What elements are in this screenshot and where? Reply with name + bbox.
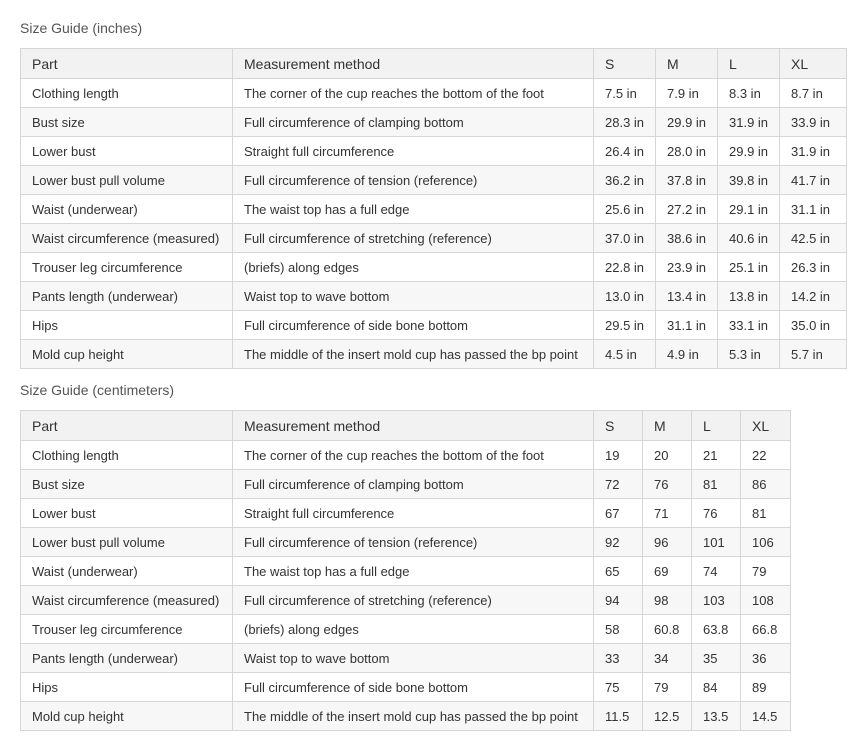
cell-size-s: 67 <box>594 499 643 528</box>
cell-part: Lower bust <box>21 499 233 528</box>
cell-size-xl: 26.3 in <box>780 253 847 282</box>
table-row <box>21 615 791 644</box>
cell-size-xl: 31.9 in <box>780 137 847 166</box>
cell-size-l: 31.9 in <box>718 108 780 137</box>
cell-part: Pants length (underwear) <box>21 644 233 673</box>
header-size-xl: XL <box>741 411 791 441</box>
cell-size-s: 37.0 in <box>594 224 656 253</box>
cell-measurement-method: (briefs) along edges <box>233 615 594 644</box>
cell-size-m: 60.8 <box>643 615 692 644</box>
table-row <box>21 137 847 166</box>
cell-part: Lower bust pull volume <box>21 166 233 195</box>
cell-measurement-method: The waist top has a full edge <box>233 195 594 224</box>
cell-size-s: 94 <box>594 586 643 615</box>
cell-part: Clothing length <box>21 441 233 470</box>
header-part: Part <box>21 49 233 79</box>
cell-size-l: 8.3 in <box>718 79 780 108</box>
cell-measurement-method: Full circumference of clamping bottom <box>233 108 594 137</box>
cell-size-s: 4.5 in <box>594 340 656 369</box>
cell-part: Waist circumference (measured) <box>21 224 233 253</box>
cell-measurement-method: Full circumference of side bone bottom <box>233 673 594 702</box>
size-table-inches <box>20 48 847 369</box>
cell-measurement-method: The corner of the cup reaches the bottom of the foot <box>233 79 594 108</box>
cell-size-m: 29.9 in <box>656 108 718 137</box>
header-size-m: M <box>656 49 718 79</box>
cell-part: Waist (underwear) <box>21 195 233 224</box>
cell-size-xl: 36 <box>741 644 791 673</box>
cell-part: Bust size <box>21 470 233 499</box>
cell-size-m: 37.8 in <box>656 166 718 195</box>
cell-size-xl: 5.7 in <box>780 340 847 369</box>
cell-size-l: 39.8 in <box>718 166 780 195</box>
cell-measurement-method: Full circumference of tension (reference) <box>233 528 594 557</box>
cell-size-xl: 35.0 in <box>780 311 847 340</box>
cell-measurement-method: Waist top to wave bottom <box>233 644 594 673</box>
table-row <box>21 441 791 470</box>
cell-part: Hips <box>21 311 233 340</box>
table-row <box>21 702 791 731</box>
cell-size-l: 63.8 <box>692 615 741 644</box>
cell-size-l: 5.3 in <box>718 340 780 369</box>
table-body <box>21 79 847 369</box>
cell-size-s: 29.5 in <box>594 311 656 340</box>
header-size-m: M <box>643 411 692 441</box>
cell-part: Lower bust <box>21 137 233 166</box>
cell-size-xl: 86 <box>741 470 791 499</box>
table-row <box>21 340 847 369</box>
cell-size-m: 20 <box>643 441 692 470</box>
cell-size-xl: 108 <box>741 586 791 615</box>
cell-measurement-method: Waist top to wave bottom <box>233 282 594 311</box>
cell-size-l: 76 <box>692 499 741 528</box>
cell-size-m: 4.9 in <box>656 340 718 369</box>
cell-size-s: 92 <box>594 528 643 557</box>
cell-measurement-method: The middle of the insert mold cup has passed the bp point <box>233 340 594 369</box>
cell-measurement-method: The middle of the insert mold cup has passed the bp point <box>233 702 594 731</box>
size-guide-inches-title: Size Guide (inches) <box>20 20 143 36</box>
cell-measurement-method: (briefs) along edges <box>233 253 594 282</box>
cell-size-m: 71 <box>643 499 692 528</box>
cell-size-s: 26.4 in <box>594 137 656 166</box>
cell-size-l: 103 <box>692 586 741 615</box>
table-body <box>21 441 791 731</box>
cell-size-l: 21 <box>692 441 741 470</box>
cell-size-s: 75 <box>594 673 643 702</box>
cell-size-m: 13.4 in <box>656 282 718 311</box>
cell-size-xl: 81 <box>741 499 791 528</box>
cell-measurement-method: Full circumference of clamping bottom <box>233 470 594 499</box>
table-row <box>21 311 847 340</box>
cell-size-l: 33.1 in <box>718 311 780 340</box>
cell-measurement-method: Full circumference of stretching (reference) <box>233 224 594 253</box>
cell-size-l: 81 <box>692 470 741 499</box>
cell-size-l: 13.8 in <box>718 282 780 311</box>
table-header <box>21 49 847 79</box>
cell-size-xl: 8.7 in <box>780 79 847 108</box>
cell-size-l: 84 <box>692 673 741 702</box>
cell-measurement-method: Full circumference of side bone bottom <box>233 311 594 340</box>
cell-size-s: 13.0 in <box>594 282 656 311</box>
cell-size-l: 101 <box>692 528 741 557</box>
table-row <box>21 195 847 224</box>
cell-size-m: 96 <box>643 528 692 557</box>
table-row <box>21 528 791 557</box>
header-measurement-method: Measurement method <box>233 49 594 79</box>
cell-measurement-method: Straight full circumference <box>233 499 594 528</box>
table-row <box>21 470 791 499</box>
header-size-xl: XL <box>780 49 847 79</box>
cell-size-xl: 14.2 in <box>780 282 847 311</box>
cell-part: Pants length (underwear) <box>21 282 233 311</box>
cell-size-l: 35 <box>692 644 741 673</box>
cell-size-xl: 89 <box>741 673 791 702</box>
cell-size-m: 28.0 in <box>656 137 718 166</box>
cell-part: Waist circumference (measured) <box>21 586 233 615</box>
table-row <box>21 644 791 673</box>
cell-part: Bust size <box>21 108 233 137</box>
table-row <box>21 557 791 586</box>
cell-size-m: 34 <box>643 644 692 673</box>
table-row <box>21 224 847 253</box>
table-row <box>21 282 847 311</box>
cell-size-s: 19 <box>594 441 643 470</box>
cell-size-m: 27.2 in <box>656 195 718 224</box>
header-size-l: L <box>718 49 780 79</box>
table-header <box>21 411 791 441</box>
cell-size-s: 7.5 in <box>594 79 656 108</box>
cell-size-xl: 33.9 in <box>780 108 847 137</box>
cell-size-s: 58 <box>594 615 643 644</box>
cell-size-l: 29.9 in <box>718 137 780 166</box>
cell-size-xl: 42.5 in <box>780 224 847 253</box>
header-part: Part <box>21 411 233 441</box>
cell-size-xl: 14.5 <box>741 702 791 731</box>
header-row <box>21 49 847 79</box>
header-size-l: L <box>692 411 741 441</box>
cell-size-s: 25.6 in <box>594 195 656 224</box>
cell-part: Mold cup height <box>21 340 233 369</box>
cell-size-m: 12.5 <box>643 702 692 731</box>
cell-part: Hips <box>21 673 233 702</box>
cell-size-xl: 41.7 in <box>780 166 847 195</box>
cell-size-m: 38.6 in <box>656 224 718 253</box>
size-guide-centimeters-title: Size Guide (centimeters) <box>20 382 175 398</box>
cell-size-xl: 31.1 in <box>780 195 847 224</box>
table-row <box>21 108 847 137</box>
cell-size-m: 23.9 in <box>656 253 718 282</box>
table-row <box>21 166 847 195</box>
cell-part: Trouser leg circumference <box>21 615 233 644</box>
cell-size-l: 29.1 in <box>718 195 780 224</box>
cell-size-s: 36.2 in <box>594 166 656 195</box>
cell-size-l: 40.6 in <box>718 224 780 253</box>
table-row <box>21 673 791 702</box>
table-row <box>21 499 791 528</box>
cell-part: Mold cup height <box>21 702 233 731</box>
cell-size-s: 11.5 <box>594 702 643 731</box>
cell-size-s: 33 <box>594 644 643 673</box>
cell-size-xl: 66.8 <box>741 615 791 644</box>
cell-size-l: 13.5 <box>692 702 741 731</box>
cell-size-s: 28.3 in <box>594 108 656 137</box>
cell-size-m: 69 <box>643 557 692 586</box>
cell-measurement-method: Straight full circumference <box>233 137 594 166</box>
header-size-s: S <box>594 411 643 441</box>
cell-size-xl: 106 <box>741 528 791 557</box>
header-row <box>21 411 791 441</box>
cell-size-m: 79 <box>643 673 692 702</box>
cell-size-s: 72 <box>594 470 643 499</box>
table-row <box>21 79 847 108</box>
cell-part: Lower bust pull volume <box>21 528 233 557</box>
cell-size-m: 76 <box>643 470 692 499</box>
header-size-s: S <box>594 49 656 79</box>
cell-size-s: 22.8 in <box>594 253 656 282</box>
header-measurement-method: Measurement method <box>233 411 594 441</box>
cell-size-s: 65 <box>594 557 643 586</box>
cell-measurement-method: Full circumference of tension (reference) <box>233 166 594 195</box>
cell-size-m: 31.1 in <box>656 311 718 340</box>
size-table-centimeters <box>20 410 791 731</box>
cell-size-l: 74 <box>692 557 741 586</box>
cell-part: Waist (underwear) <box>21 557 233 586</box>
cell-measurement-method: The corner of the cup reaches the bottom of the foot <box>233 441 594 470</box>
cell-size-xl: 22 <box>741 441 791 470</box>
table-row <box>21 586 791 615</box>
cell-part: Clothing length <box>21 79 233 108</box>
cell-measurement-method: Full circumference of stretching (reference) <box>233 586 594 615</box>
cell-size-xl: 79 <box>741 557 791 586</box>
cell-size-m: 98 <box>643 586 692 615</box>
cell-size-l: 25.1 in <box>718 253 780 282</box>
cell-measurement-method: The waist top has a full edge <box>233 557 594 586</box>
cell-size-m: 7.9 in <box>656 79 718 108</box>
cell-part: Trouser leg circumference <box>21 253 233 282</box>
table-row <box>21 253 847 282</box>
